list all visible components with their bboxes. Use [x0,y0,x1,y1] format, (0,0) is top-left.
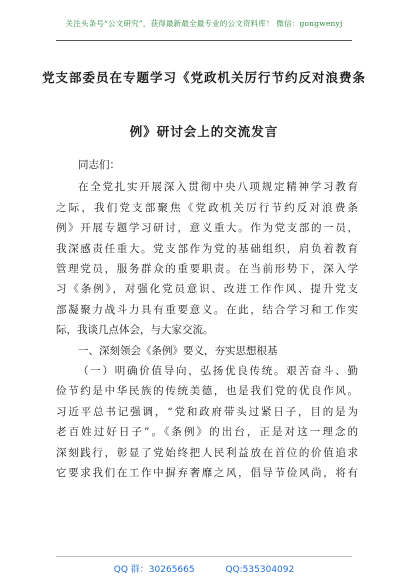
body-line: 俭节约是中华民族的传统美德，也是我们党的优良作风。 [56,385,358,398]
body-line: 我深感责任重大。党支部作为党的基础组织，肩负着教育 [56,242,358,255]
body-line: 例》开展专题学习研讨，意义重大。作为党支部的一员， [56,222,358,235]
footer [0,562,408,575]
header-notice: 关注头条号“公文研究”，获得最新最全最专业的公文资料库！ 微信：gongwenyj [65,19,343,28]
header-divider [56,40,352,41]
document-title-line-2: 例》研讨会上的交流发言 [129,124,279,139]
body-line: 际，我谈几点体会，与大家交流。 [56,324,214,337]
footer-qq-number: QQ:535304092 [225,565,295,575]
body-line: （一）明确价值导向，弘扬优良传统。艰苦奋斗、勤 [78,365,358,378]
body-line: 老百姓过好日子”。《条例》的出台，正是对这一理念的 [56,426,358,439]
body-line: 在全党扎实开展深入贯彻中央八项规定精神学习教育 [78,181,358,194]
section-heading: 一、深刻领会《条例》要义，夯实思想根基 [78,344,278,357]
footer-divider [56,556,352,557]
body-line: 部凝聚力战斗力具有重要意义。在此，结合学习和工作实 [56,303,358,316]
body-line: 习近平总书记强调，“党和政府带头过紧日子，目的是为 [56,405,358,418]
body-line: 习《条例》，对强化党员意识、改进工作作风、提升党支 [56,283,358,296]
document-title-line-1: 党支部委员在专题学习《党政机关厉行节约反对浪费条 [41,70,366,85]
body-line: 管理党员，服务群众的重要职责。在当前形势下，深入学 [56,263,358,276]
footer-qq-group: QQ 群：30265665 [113,565,195,575]
greeting: 同志们： [78,159,120,171]
body-line: 深刻践行，彰显了党始终把人民利益放在首位的价值追求 [56,446,358,459]
document-body [56,155,358,484]
body-line: 它要求我们在工作中摒弃奢靡之风，倡导节俭风尚，将有 [56,467,358,480]
body-line: 之际，我们党支部聚焦《党政机关厉行节约反对浪费条 [56,201,358,214]
